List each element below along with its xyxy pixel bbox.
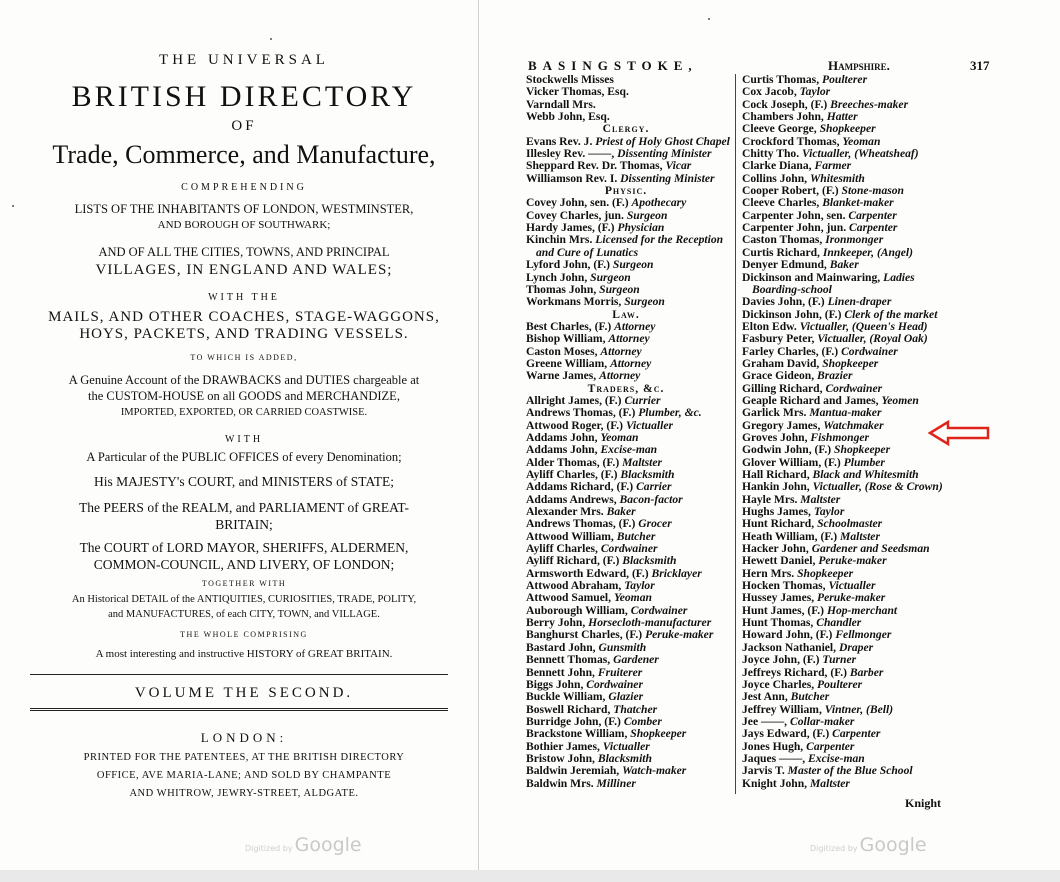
header-county: Hampshire. — [828, 58, 890, 73]
entry-name: Best Charles, (F.) — [526, 319, 612, 333]
title-line-17: WITH — [224, 434, 264, 445]
entry-trade: Carpenter — [848, 208, 897, 222]
entry-trade: Breeches-maker — [830, 97, 909, 111]
directory-entry — [526, 370, 726, 382]
entry-name: Dickinson John, (F.) — [742, 307, 842, 321]
entry-trade: Excise-man — [600, 443, 658, 457]
title-line-4: Trade, Commerce, and Manufacture, — [52, 140, 436, 169]
entry-trade: Comber — [623, 714, 662, 728]
red-arrow-icon — [928, 420, 990, 446]
entry-name: Groves John, — [742, 430, 808, 444]
entry-name: Auborough William, — [526, 603, 628, 617]
google-watermark-right — [810, 834, 927, 856]
entry-name: Ayliff Richard, (F.) — [526, 554, 620, 568]
entry-trade: Turner — [822, 653, 857, 667]
entry-trade: Stone-mason — [841, 184, 905, 198]
entry-trade: Peruke-maker — [645, 628, 714, 642]
entry-name: Burridge John, (F.) — [526, 714, 621, 728]
entry-name: Hacker John, — [742, 542, 809, 556]
entry-name: Addams Andrews, — [526, 492, 617, 506]
entry-name: Addams John, — [526, 430, 598, 444]
entry-name: Jee ——, — [742, 714, 788, 728]
entry-name: Carpenter John, sen. — [742, 208, 846, 222]
entry-name: Buckle William, — [526, 690, 606, 704]
entry-trade: Cordwainer — [586, 677, 643, 691]
entry-trade: Black and Whitesmith — [812, 468, 919, 481]
entry-trade: Farmer — [814, 159, 852, 173]
entry-trade: Draper — [838, 640, 874, 654]
entry-trade: Whitesmith — [810, 171, 865, 185]
entry-name: Lyford John, (F.) — [526, 258, 610, 272]
entry-name: Armsworth Edward, (F.) — [526, 566, 649, 580]
entry-name: Jeffrey William, — [742, 702, 822, 716]
title-line-21: BRITAIN; — [215, 517, 273, 532]
entry-trade: Yeomen — [881, 393, 919, 407]
entry-trade: Maltster — [800, 492, 841, 506]
entry-trade: Attorney — [608, 332, 650, 346]
title-line-33: AND WHITROW, JEWRY-STREET, ALDGATE. — [129, 788, 359, 799]
entry-name: Stockwells Misses — [526, 73, 614, 86]
entry-name: Glover William, (F.) — [742, 455, 841, 469]
section-heading: Physic. — [604, 184, 648, 198]
entry-name: Garlick Mrs. — [742, 406, 807, 420]
entry-name: Sheppard Rev. Dr. Thomas, — [526, 159, 663, 173]
entry-name: Banghurst Charles, (F.) — [526, 628, 643, 642]
entry-name: Varndall Mrs. — [526, 97, 596, 111]
entry-trade: Fellmonger — [835, 628, 892, 642]
entry-continuation-text: and Cure of Lunatics — [536, 245, 639, 259]
entry-trade: Shopkeeper — [797, 566, 854, 580]
title-line-15: the CUSTOM-HOUSE on all GOODS and MERCHANDIZE, — [88, 389, 400, 403]
ink-speck — [12, 205, 14, 207]
entry-trade: Taylor — [624, 579, 655, 593]
title-line-27: THE WHOLE COMPRISING — [180, 630, 308, 639]
entry-trade: Cordwainer — [841, 344, 898, 358]
entry-trade: Watch-maker — [622, 764, 687, 778]
entry-name: Webb John, Esq. — [526, 110, 610, 124]
entry-trade: Fishmonger — [810, 430, 870, 444]
rule-bottom — [30, 708, 448, 711]
entry-name: Attwood William, — [526, 529, 614, 543]
entry-name: Baldwin Mrs. — [526, 776, 594, 790]
title-line-22: The COURT of LORD MAYOR, SHERIFFS, ALDERMEN, — [79, 540, 409, 555]
entry-trade: Blacksmith — [597, 751, 652, 765]
scan-bottom-edge — [0, 870, 1060, 882]
entry-name: Alder Thomas, (F.) — [526, 455, 620, 469]
entry-name: Biggs John, — [526, 677, 584, 691]
entry-trade: Carpenter — [849, 221, 898, 235]
entry-name: Thomas John, — [526, 282, 597, 296]
title-line-30: LONDON: — [200, 730, 288, 745]
entry-name: Hunt Thomas, — [742, 616, 814, 630]
entry-trade: Hop-merchant — [826, 603, 898, 617]
section-heading: Law. — [612, 307, 640, 321]
entry-trade: Milliner — [596, 776, 636, 790]
entry-name: Hunt James, (F.) — [742, 603, 825, 617]
title-page — [0, 0, 479, 870]
title-line-5: COMPREHENDING — [181, 182, 307, 193]
ink-speck — [270, 38, 272, 40]
entry-trade: Collar-maker — [789, 714, 855, 728]
entry-name: Hern Mrs. — [742, 566, 795, 580]
entry-trade: Surgeon — [612, 258, 654, 272]
entry-name: Graham David, — [742, 356, 820, 370]
section-heading: Traders, &c. — [587, 381, 665, 395]
directory-column-right — [742, 74, 952, 790]
entry-trade: Ladies — [883, 270, 915, 284]
entry-trade: Currier — [624, 393, 661, 407]
entry-name: Heath William, (F.) — [742, 529, 838, 543]
entry-trade: Chandler — [816, 616, 862, 630]
title-line-23: COMMON-COUNCIL, AND LIVERY, OF LONDON; — [93, 557, 395, 572]
entry-trade: Shopkeeper — [630, 727, 687, 741]
catchword: Knight — [905, 796, 942, 810]
entry-trade: Maltster — [810, 776, 850, 790]
entry-trade: Brazier — [817, 369, 853, 383]
entry-name: Berry John, — [526, 616, 586, 630]
entry-name: Farley Charles, (F.) — [742, 344, 839, 358]
entry-trade: Victualler, (Queen's Head) — [799, 319, 928, 333]
entry-name: Bennett Thomas, — [526, 653, 611, 667]
entry-name: Cock Joseph, (F.) — [742, 97, 828, 111]
entry-name: Cox Jacob, — [742, 85, 797, 99]
entry-trade: Licensed for the Reception — [595, 233, 724, 247]
entry-name: Caston Moses, — [526, 344, 598, 358]
entry-trade: Victualler, (Wheatsheaf) — [802, 147, 919, 161]
entry-trade: Poulterer — [817, 677, 863, 691]
entry-trade: Maltster — [840, 529, 880, 543]
entry-name: Attwood Samuel, — [526, 591, 612, 605]
directory-entry — [526, 296, 726, 308]
title-line-11: MAILS, AND OTHER COACHES, STAGE-WAGGONS, — [48, 309, 440, 325]
entry-name: Illesley Rev. ——, — [526, 147, 615, 161]
entry-trade: Gardener — [613, 653, 659, 667]
entry-trade: Poulterer — [822, 73, 868, 86]
entry-trade: Carrier — [636, 480, 672, 494]
entry-trade: Baker — [829, 258, 859, 272]
entry-trade: Surgeon — [590, 270, 631, 284]
entry-trade: Gunsmith — [598, 640, 647, 654]
entry-trade: Blacksmith — [620, 468, 675, 481]
entry-name: Addams Richard, (F.) — [526, 480, 634, 494]
title-line-29: VOLUME THE SECOND. — [134, 685, 354, 701]
entry-trade: Carpenter — [806, 739, 855, 753]
title-line-31: PRINTED FOR THE PATENTEES, AT THE BRITISH DIRECTORY — [83, 752, 405, 763]
entry-name: Gregory James, — [742, 418, 821, 432]
entry-name: Bristow John, — [526, 751, 595, 765]
entry-name: Jest Ann, — [742, 690, 788, 704]
title-line-32: OFFICE, AVE MARIA-LANE; AND SOLD BY CHAMPANTE — [96, 770, 392, 781]
title-line-13: TO WHICH IS ADDED, — [190, 353, 298, 362]
entry-trade: Master of the Blue School — [787, 764, 913, 778]
entry-name: Carpenter John, jun. — [742, 221, 847, 235]
entry-trade: Maltster — [622, 455, 663, 469]
entry-name: Davies John, (F.) — [742, 295, 825, 309]
entry-name: Chitty Tho. — [742, 147, 800, 161]
entry-name: Greene William, — [526, 356, 608, 370]
entry-trade: Butcher — [790, 690, 830, 704]
entry-trade: Plumber — [843, 455, 885, 469]
entry-trade: Dissenting Minister — [617, 147, 712, 161]
entry-trade: Horsecloth-manufacturer — [588, 616, 712, 630]
column-divider — [735, 74, 736, 794]
entry-name: Attwood Roger, (F.) — [526, 418, 624, 432]
entry-name: Grace Gideon, — [742, 369, 815, 383]
entry-name: Alexander Mrs. — [526, 505, 604, 519]
header-place: BASINGSTOKE, — [528, 58, 698, 73]
entry-trade: Victualler — [828, 579, 876, 593]
entry-trade: Grocer — [638, 517, 672, 531]
directory-entry — [526, 778, 726, 790]
entry-name: Jays Edward, (F.) — [742, 727, 830, 741]
entry-name: Bennett John, — [526, 665, 595, 679]
title-line-16: IMPORTED, EXPORTED, OR CARRIED COASTWISE. — [120, 407, 368, 418]
entry-name: Andrews Thomas, (F.) — [526, 406, 636, 420]
entry-name: Gilling Richard, — [742, 381, 823, 395]
entry-trade: Plumber, &c. — [638, 406, 702, 420]
entry-name: Collins John, — [742, 171, 808, 185]
entry-trade: Baker — [606, 505, 636, 519]
entry-trade: Gardener and Seedsman — [811, 542, 930, 556]
ink-speck — [708, 18, 710, 20]
entry-trade: Physician — [617, 221, 665, 235]
entry-trade: Yeoman — [613, 591, 652, 605]
entry-name: Fasbury Peter, — [742, 332, 815, 346]
title-line-25: An Historical DETAIL of the ANTIQUITIES, CURIOSITIES, TRADE, POLITY, — [71, 594, 417, 605]
entry-trade: Attorney — [610, 356, 652, 370]
entry-name: Cleeve Charles, — [742, 196, 820, 210]
title-line-8: AND OF ALL THE CITIES, TOWNS, AND PRINCIPAL — [98, 245, 390, 259]
watermark-prefix: Digitized by — [245, 844, 293, 853]
entry-name: Hussey James, — [742, 591, 815, 605]
entry-name: Knight John, — [742, 776, 808, 790]
entry-name: Elton Edw. — [742, 319, 797, 333]
title-line-7: AND BOROUGH OF SOUTHWARK; — [157, 219, 331, 231]
entry-trade: Victualler — [625, 418, 673, 432]
entry-trade: Thatcher — [613, 702, 658, 716]
title-line-10: WITH THE — [208, 292, 280, 303]
entry-name: Jeffreys Richard, (F.) — [742, 665, 847, 679]
entry-trade: Victualler, (Rose & Crown) — [812, 480, 943, 494]
entry-trade: Yeoman — [600, 430, 639, 444]
entry-trade: Excise-man — [808, 751, 865, 765]
entry-trade: Priest of Holy Ghost Chapel — [595, 134, 730, 148]
entry-trade: Clerk of the market — [844, 307, 938, 321]
entry-name: Vicker Thomas, Esq. — [526, 85, 629, 99]
entry-name: Godwin John, (F.) — [742, 443, 832, 457]
entry-trade: Butcher — [616, 529, 656, 543]
title-line-9: VILLAGES, IN ENGLAND AND WALES; — [95, 262, 393, 278]
entry-trade: Shopkeeper — [834, 443, 891, 457]
title-line-28: A most interesting and instructive HISTORY of GREAT BRITAIN. — [95, 648, 393, 660]
entry-name: Hocken Thomas, — [742, 579, 826, 593]
entry-name: Cleeve George, — [742, 122, 817, 136]
entry-trade: Taylor — [799, 85, 831, 99]
directory-entry — [742, 778, 952, 790]
entry-trade: Barber — [849, 665, 884, 679]
entry-name: Workmans Morris, — [526, 295, 622, 309]
directory-page — [480, 0, 1060, 870]
watermark-prefix: Digitized by — [810, 844, 858, 853]
title-line-14: A Genuine Account of the DRAWBACKS and DUTIES chargeable at — [68, 373, 420, 387]
entry-continuation-text: Boarding-school — [752, 282, 832, 296]
entry-trade: Surgeon — [626, 208, 668, 222]
entry-name: Ayliff Charles, — [526, 542, 598, 556]
entry-trade: Carpenter — [832, 727, 881, 741]
watermark-text: Google — [859, 834, 927, 856]
entry-name: Jarvis T. — [742, 764, 785, 778]
title-line-24: TOGETHER WITH — [201, 579, 287, 588]
entry-name: Attwood Abraham, — [526, 579, 622, 593]
entry-name: Ayliff Charles, (F.) — [526, 468, 618, 481]
entry-name: Jackson Nathaniel, — [742, 640, 837, 654]
entry-name: Chambers John, — [742, 110, 824, 124]
entry-trade: Hatter — [826, 110, 858, 124]
entry-trade: Ironmonger — [825, 233, 884, 247]
entry-trade: Attorney — [600, 344, 642, 358]
title-line-2: BRITISH DIRECTORY — [71, 80, 417, 113]
entry-trade: Bricklayer — [651, 566, 702, 580]
entry-name: Joyce Charles, — [742, 677, 815, 691]
entry-name: Curtis Thomas, — [742, 73, 820, 86]
entry-name: Baldwin Jeremiah, — [526, 764, 620, 778]
entry-name: Kinchin Mrs. — [526, 233, 593, 247]
entry-name: Curtis Richard, — [742, 245, 820, 259]
entry-name: Bothier James, — [526, 739, 600, 753]
entry-name: Hayle Mrs. — [742, 492, 798, 506]
title-line-6: LISTS OF THE INHABITANTS OF LONDON, WESTMINSTER, — [74, 202, 414, 216]
title-line-3: OF — [231, 118, 257, 134]
entry-name: Bishop William, — [526, 332, 606, 346]
entry-name: Bastard John, — [526, 640, 596, 654]
entry-trade: Cordwainer — [600, 542, 658, 556]
entry-name: Andrews Thomas, (F.) — [526, 517, 636, 531]
title-line-1: THE UNIVERSAL — [159, 52, 329, 68]
entry-trade: Attorney — [599, 369, 641, 383]
entry-trade: Linen-draper — [827, 295, 892, 309]
section-heading: Clergy. — [602, 122, 650, 136]
entry-name: Crockford Thomas, — [742, 134, 840, 148]
entry-trade: Victualler, (Royal Oak) — [817, 332, 928, 346]
entry-trade: Yeoman — [842, 134, 881, 148]
entry-name: Jones Hugh, — [742, 739, 804, 753]
directory-column-left — [526, 73, 730, 790]
entry-trade: Vintner, (Bell) — [824, 702, 894, 716]
entry-trade: Cordwainer — [825, 381, 883, 395]
entry-name: Hunt Richard, — [742, 517, 815, 531]
entry-name: Williamson Rev. I. — [526, 171, 618, 185]
entry-name: Dickinson and Mainwaring, — [742, 270, 881, 284]
entry-name: Hall Richard, — [742, 468, 810, 481]
entry-trade: Glazier — [608, 690, 644, 704]
entry-trade: Shopkeeper — [819, 122, 876, 136]
entry-name: Evans Rev. J. — [526, 134, 593, 148]
entry-name: Lynch John, — [526, 270, 588, 284]
page-header — [528, 58, 998, 74]
entry-trade: Mantua-maker — [809, 406, 882, 420]
entry-name: Clarke Diana, — [742, 159, 812, 173]
entry-trade: Attorney — [614, 319, 656, 333]
entry-trade: Surgeon — [624, 295, 665, 309]
entry-trade: Apothecary — [631, 196, 687, 210]
entry-name: Covey Charles, jun. — [526, 208, 624, 222]
google-watermark-left — [245, 834, 362, 856]
entry-name: Jaques ——, — [742, 751, 806, 765]
entry-name: Geaple Richard and James, — [742, 393, 879, 407]
entry-name: Denyer Edmund, — [742, 258, 827, 272]
entry-name: Cooper Robert, (F.) — [742, 184, 839, 198]
entry-name: Brackstone William, — [526, 727, 628, 741]
entry-name: Joyce John, (F.) — [742, 653, 820, 667]
entry-name: Warne James, — [526, 369, 597, 383]
entry-name: Hewett Daniel, — [742, 554, 816, 568]
entry-trade: Cordwainer — [630, 603, 688, 617]
title-line-20: The PEERS of the REALM, and PARLIAMENT of GREAT- — [79, 500, 409, 515]
entry-name: Hughs James, — [742, 505, 811, 519]
title-line-19: His MAJESTY's COURT, and MINISTERS of STATE; — [94, 474, 394, 489]
entry-name: Caston Thomas, — [742, 233, 823, 247]
title-line-12: HOYS, PACKETS, AND TRADING VESSELS. — [79, 326, 409, 342]
entry-trade: Bacon-factor — [619, 492, 683, 506]
watermark-text: Google — [294, 834, 362, 856]
entry-name: Boswell Richard, — [526, 702, 611, 716]
entry-trade: Dissenting Minister — [620, 171, 715, 185]
entry-name: Hankin John, — [742, 480, 810, 494]
entry-name: Addams John, — [526, 443, 598, 457]
entry-trade: Fruiterer — [597, 665, 643, 679]
entry-trade: Blanket-maker — [822, 196, 894, 210]
entry-trade: Shopkeeper — [822, 356, 879, 370]
entry-trade: Watchmaker — [823, 418, 884, 432]
entry-trade: Peruke-maker — [818, 554, 887, 568]
entry-trade: Victualler — [602, 739, 650, 753]
entry-trade: Peruke-maker — [817, 591, 886, 605]
entry-name: Covey John, sen. (F.) — [526, 196, 629, 210]
entry-trade: Vicar — [665, 159, 692, 173]
page-number: 317 — [970, 58, 990, 73]
entry-trade: Blacksmith — [622, 554, 677, 568]
entry-trade: Surgeon — [599, 282, 640, 296]
entry-name: Hardy James, (F.) — [526, 221, 615, 235]
entry-trade: Schoolmaster — [817, 517, 883, 531]
entry-trade: Innkeeper, (Angel) — [822, 245, 914, 259]
title-line-18: A Particular of the PUBLIC OFFICES of every Denomination; — [86, 450, 402, 464]
entry-name: Howard John, (F.) — [742, 628, 833, 642]
entry-name: Allright James, (F.) — [526, 393, 622, 407]
rule-top — [30, 674, 448, 675]
entry-trade: Taylor — [813, 505, 845, 519]
title-line-26: and MANUFACTURES, of each CITY, TOWN, and VILLAGE. — [108, 609, 380, 620]
